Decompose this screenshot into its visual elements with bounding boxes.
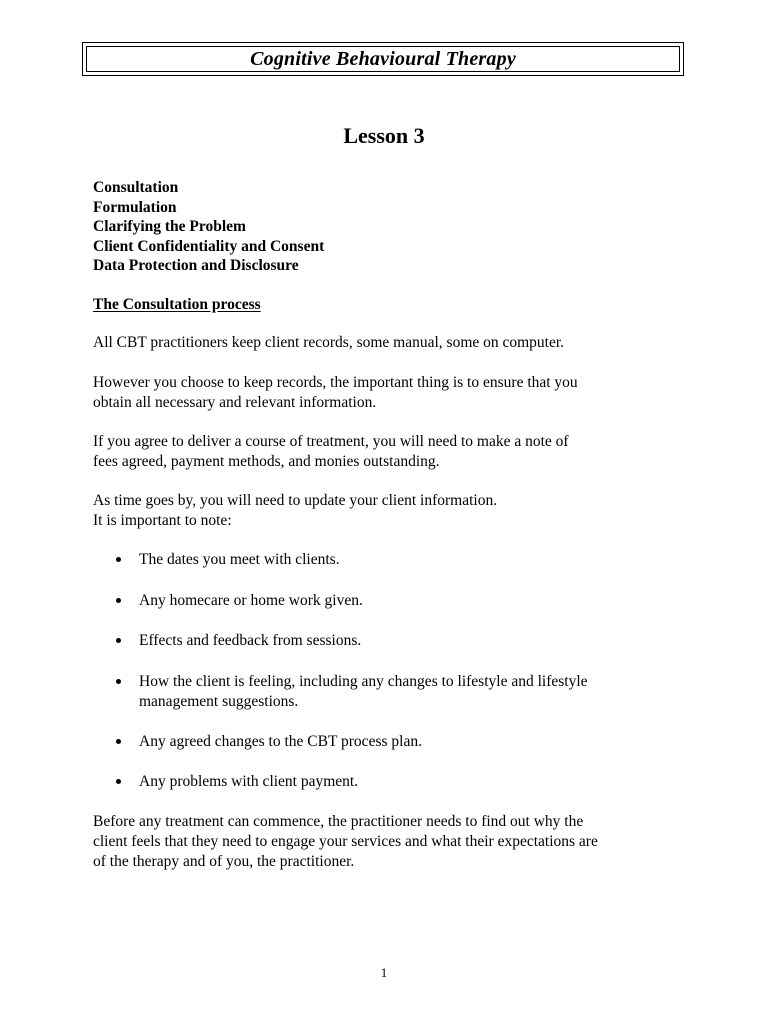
paragraph-update-info [93, 491, 683, 531]
bullet-text: Effects and feedback from sessions. [139, 632, 362, 649]
paragraph-records [93, 333, 683, 353]
paragraph-line: However you choose to keep records, the important thing is to ensure that you [93, 374, 578, 391]
lesson-title: Lesson 3 [343, 123, 425, 148]
topic-item: Client Confidentiality and Consent [93, 237, 325, 255]
paragraph-line: client feels that they need to engage your services and what their expectations are [93, 833, 598, 850]
paragraph-keep-records [93, 373, 683, 413]
topic-item: Data Protection and Disclosure [93, 257, 299, 275]
paragraph-line: If you agree to deliver a course of treatment, you will need to make a note of [93, 433, 569, 450]
paragraph-line: obtain all necessary and relevant information. [93, 394, 377, 411]
header-inner-frame [86, 46, 680, 72]
header-frame [82, 42, 684, 76]
paragraph-line: As time goes by, you will need to update your client information. [93, 492, 498, 509]
paragraph-before-treatment [93, 812, 683, 872]
topic-item: Clarifying the Problem [93, 218, 246, 236]
page-number: 1 [380, 965, 388, 980]
paragraph-treatment-fees [93, 432, 683, 472]
document-title: Cognitive Behavioural Therapy [250, 48, 516, 70]
paragraph-line: All CBT practitioners keep client records, some manual, some on computer. [93, 334, 565, 351]
section-heading: The Consultation process [93, 296, 261, 313]
bullet-text: The dates you meet with clients. [139, 551, 340, 568]
bullet-text: management suggestions. [139, 693, 299, 710]
paragraph-line: of the therapy and of you, the practitioner. [93, 853, 355, 870]
bullet-text: Any agreed changes to the CBT process plan. [139, 733, 422, 750]
topic-list [93, 178, 324, 276]
paragraph-line: It is important to note: [93, 512, 232, 529]
bullet-text: Any problems with client payment. [139, 773, 359, 790]
topic-item: Consultation [93, 179, 179, 196]
bullet-text: How the client is feeling, including any changes to lifestyle and lifestyle [139, 673, 588, 690]
paragraph-line: Before any treatment can commence, the practitioner needs to find out why the [93, 813, 584, 830]
paragraph-line: fees agreed, payment methods, and monies outstanding. [93, 453, 440, 470]
bullet-text: Any homecare or home work given. [139, 592, 363, 609]
topic-item: Formulation [93, 198, 177, 216]
